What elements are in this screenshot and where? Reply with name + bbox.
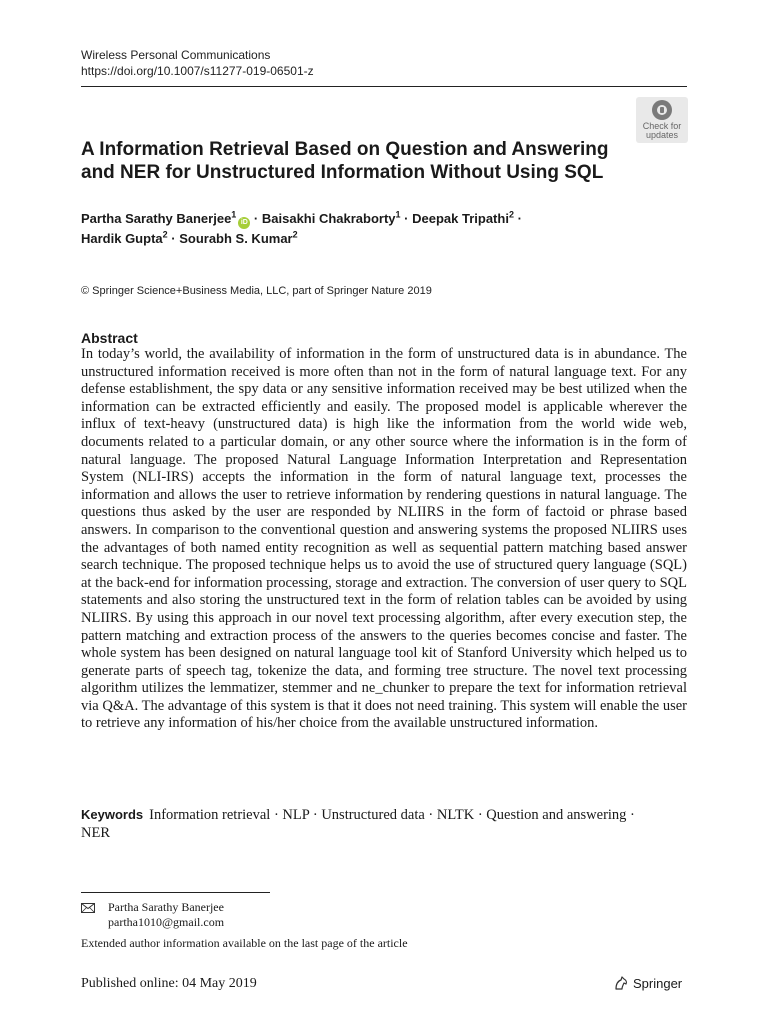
author-separator: · — [167, 231, 180, 246]
orcid-icon[interactable]: iD — [238, 217, 250, 229]
published-date: Published online: 04 May 2019 — [81, 976, 257, 991]
author-name: Sourabh S. Kumar — [179, 231, 293, 246]
author-name: Baisakhi Chakraborty — [261, 211, 396, 226]
badge-line-2: updates — [645, 130, 679, 140]
badge-line-1: Check for — [642, 121, 682, 131]
update-icon — [652, 100, 672, 120]
journal-header — [81, 47, 314, 79]
author-separator: · — [513, 211, 522, 226]
footnote-rule — [81, 892, 270, 893]
check-for-updates-badge[interactable] — [636, 97, 688, 143]
author-list — [81, 209, 621, 248]
contact-name: Partha Sarathy Banerjee — [108, 900, 224, 914]
header-rule — [81, 86, 687, 87]
doi-link[interactable]: https://doi.org/10.1007/s11277-019-06501-z — [81, 64, 314, 78]
author-separator: · — [250, 211, 262, 226]
envelope-icon — [81, 903, 95, 913]
copyright-notice: © Springer Science+Business Media, LLC, part of Springer Nature 2019 — [81, 285, 432, 297]
author-name: Deepak Tripathi — [412, 211, 509, 226]
contact-email[interactable]: partha1010@gmail.com — [108, 915, 225, 929]
abstract-heading: Abstract — [81, 330, 138, 346]
publisher-name: Springer — [633, 976, 683, 991]
author-affiliation: 1 — [231, 209, 237, 220]
author-name: Partha Sarathy Banerjee — [81, 211, 232, 226]
author-affiliation: 2 — [162, 229, 168, 240]
author-affiliation: 2 — [508, 209, 514, 220]
author-affiliation: 1 — [395, 209, 401, 220]
article-title: A Information Retrieval Based on Question and Answering and NER for Unstructured Information Without Using SQL — [81, 139, 609, 183]
abstract-text: In today’s world, the availability of information in the form of unstructured data is in abundance. The unstructured information received is more often than not in the form of natural language text. For any defense establishment, the spy data or any sensitive information received may be best utilized when the information can be extracted efficiently and easily. The proposed model is applicable wherever the influx of text-heavy (unstructured data) is high like the information from the world wide web, documents related to a particular domain, or any other source where the information is in the form of natural language. The proposed Natural Language Information Interpretation and Representation System (NLI-IRS) accepts the information in the form of natural language text, processes the information and allows the user to retrieve information by rendering questions in natural language. The questions thus asked by the user are responded by NLIIRS in the form of factoid or phrase based answers. In comparison to the conventional question and answering systems the proposed NLIIRS uses the advantages of both named entity recognition as well as sequential pattern matching based answer search technique. The proposed technique helps us to avoid the use of structured query language (SQL) at the back-end for information processing, storage and extraction. The conversion of user query to SQL statements and also storing the unstructured text in the form of relation tables can be avoided by using NLIIRS. By using this approach in our novel text processing algorithm, after every execution step, the pattern matching and extraction process of the answers to the queries becomes concise and faster. The whole system has been designed on natural language tool kit of Stanford University which helped us to generate parts of speech tag, tokenize the data, and forming tree structure. The novel text processing algorithm utilizes the lemmatizer, stemmer and ne_chunker to prepare the text for information retrieval via Q&A. The advantage of this system is that it does not need training. This system will enable the user to retrieve any information of his/her choice from the available unstructured information. — [81, 346, 687, 732]
keywords-label: Keywords — [81, 807, 144, 822]
extended-author-info: Extended author information available on the last page of the article — [81, 936, 408, 950]
publisher-logo — [613, 975, 682, 993]
author-name: Hardik Gupta — [81, 231, 163, 246]
author-separator: · — [400, 211, 413, 226]
corresponding-author — [81, 900, 224, 930]
keywords — [81, 806, 641, 842]
journal-name: Wireless Personal Communications — [81, 48, 271, 62]
springer-horse-icon — [613, 975, 629, 991]
author-affiliation: 2 — [292, 229, 298, 240]
keywords-text: Information retrieval · NLP · Unstructured data · NLTK · Question and answering · NER — [81, 807, 635, 841]
